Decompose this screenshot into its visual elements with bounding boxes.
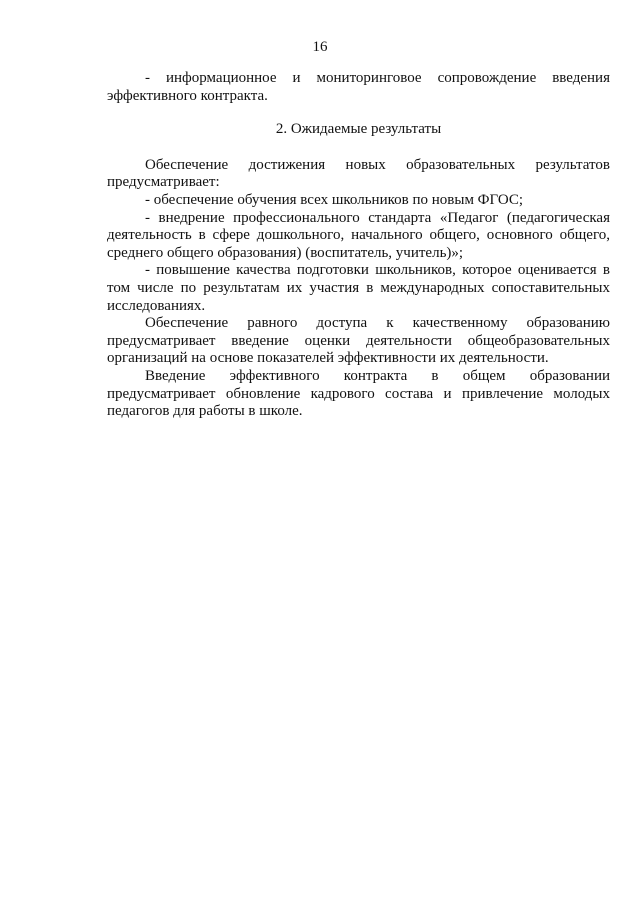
paragraph-monitoring: - информационное и мониторинговое сопровождение введения эффективного контракта. xyxy=(107,70,610,104)
document-body xyxy=(107,70,610,421)
paragraph-quality: - повышение качества подготовки школьников, которое оценивается в том числе по результатам их участия в международных сопоставительных исследованиях. xyxy=(107,262,610,314)
paragraph-fgos: - обеспечение обучения всех школьников по новым ФГОС; xyxy=(145,191,524,208)
page-number: 16 xyxy=(312,39,328,55)
section-heading: 2. Ожидаемые результаты xyxy=(275,121,442,138)
paragraph-equal-access: Обеспечение равного доступа к качественному образованию предусматривает введение оценки деятельности общеобразовательных организаций на основе показателей эффективности их деятельности. xyxy=(107,315,610,367)
paragraph-effective-contract: Введение эффективного контракта в общем образовании предусматривает обновление кадрового состава и привлечение молодых педагогов для работы в школе. xyxy=(107,367,610,420)
paragraph-results-intro: Обеспечение достижения новых образовательных результатов предусматривает: xyxy=(107,156,610,191)
paragraph-teacher-standard: - внедрение профессионального стандарта «Педагог (педагогическая деятельность в сфере дошкольного, начального общего, основного общего, среднего общего образования) (воспитатель, учитель)»; xyxy=(107,209,610,261)
